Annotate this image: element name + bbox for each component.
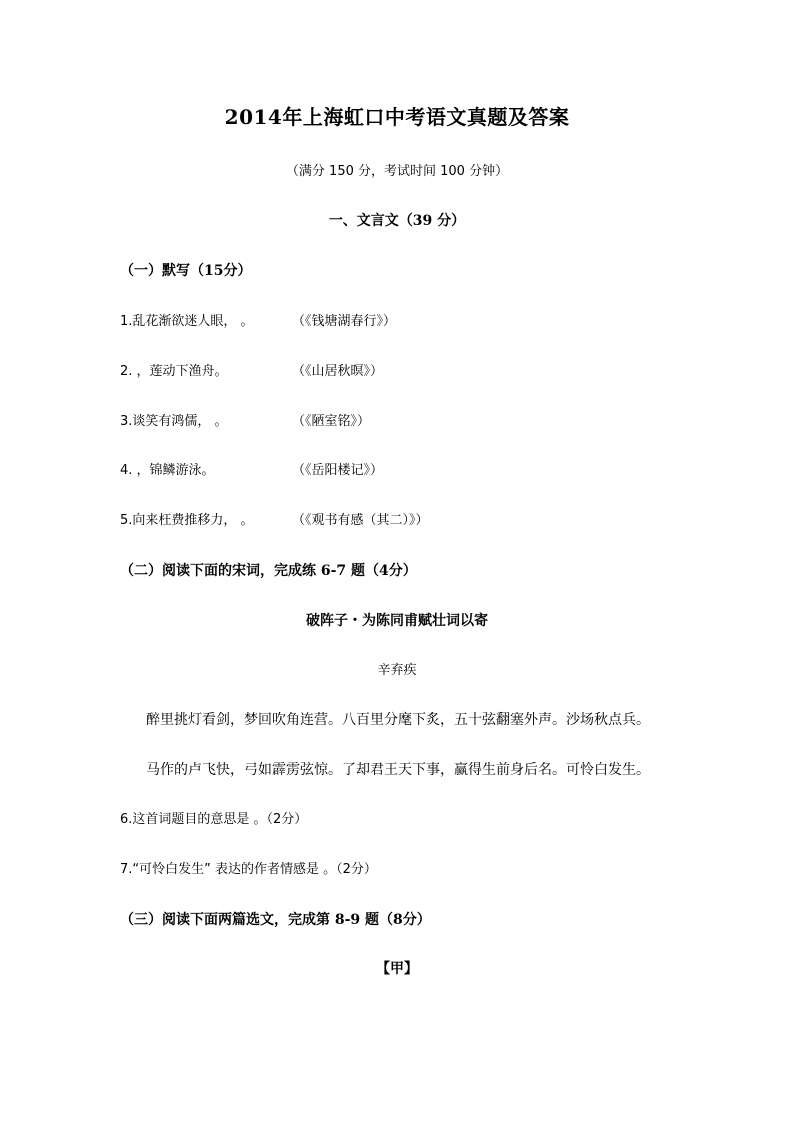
question-1 — [120, 314, 397, 329]
page-title: 2014年上海虹口中考语文真题及答案 — [224, 105, 570, 129]
question-7: 7.“可怜白发生” 表达的作者情感是 。（2分） — [120, 862, 377, 877]
question-source: （《陋室铭》） — [292, 414, 371, 429]
question-source: （《山居秋暝》） — [292, 364, 384, 379]
question-source: （《钱塘湖春行》） — [292, 314, 397, 329]
part2-heading: （二）阅读下面的宋词，完成练 6-7 题（4分） — [120, 563, 417, 579]
question-text: 5.向来枉费推移力， 。 — [120, 513, 254, 528]
poem-title: 破阵子・为陈同甫赋壮词以寄 — [306, 613, 488, 629]
question-text: 2. ，莲动下渔舟。 — [120, 364, 228, 379]
question-3 — [120, 414, 371, 429]
exam-info: （满分 150 分，考试时间 100 分钟） — [285, 164, 509, 179]
question-5 — [120, 513, 429, 528]
poem-author: 辛弃疾 — [377, 663, 417, 678]
question-text: 3.谈笑有鸿儒， 。 — [120, 414, 228, 429]
poem-line: 醉里挑灯看剑，梦回吹角连营。八百里分麾下炙，五十弦翻塞外声。沙场秋点兵。 — [146, 712, 650, 728]
passage-label: 【甲】 — [376, 961, 418, 977]
question-text: 4. ，锦鳞游泳。 — [120, 463, 215, 478]
part3-heading: （三）阅读下面两篇选文，完成第 8-9 题（8分） — [120, 912, 431, 928]
section-heading: 一、文言文（39 分） — [328, 213, 466, 229]
question-source: （《观书有感（其二）》） — [292, 513, 429, 528]
question-4 — [120, 463, 384, 478]
question-source: （《岳阳楼记》） — [292, 463, 384, 478]
question-6: 6.这首词题目的意思是 。（2分） — [120, 812, 308, 827]
question-2 — [120, 364, 384, 379]
poem-line: 马作的卢飞快，弓如霹雳弦惊。了却君王天下事，赢得生前身后名。可怜白发生。 — [146, 762, 650, 778]
question-text: 1.乱花渐欲迷人眼， 。 — [120, 314, 254, 329]
part1-heading: （一）默写（15分） — [120, 263, 252, 279]
